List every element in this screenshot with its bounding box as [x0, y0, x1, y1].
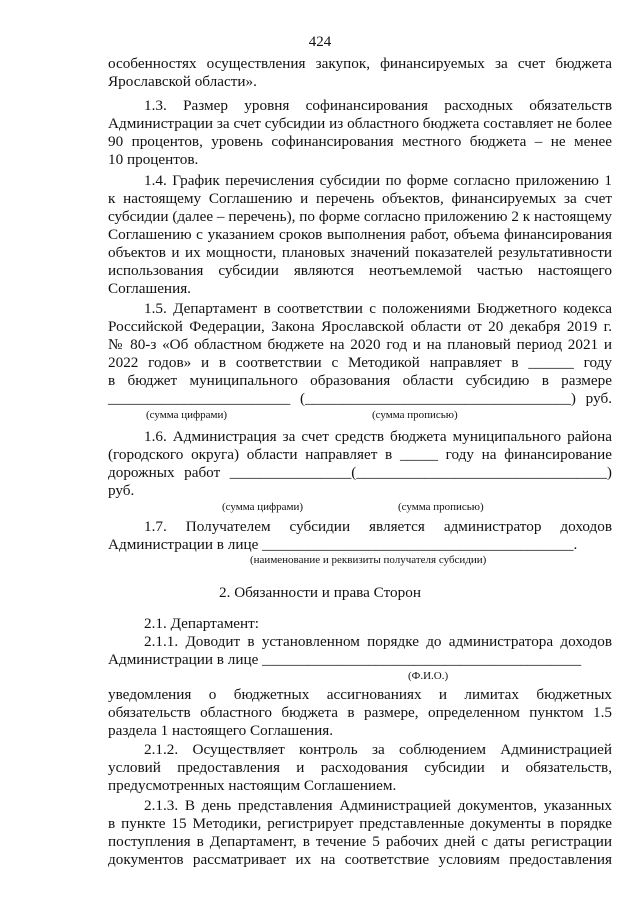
text-line: 1.5. Департамент в соответствии с положениями Бюджетного кодекса — [144, 300, 612, 317]
text-line: использования субсидии являются неотъемлемой частью настоящего — [108, 262, 612, 279]
text-line: 1.4. График перечисления субсидии по форме согласно приложению 1 — [144, 172, 612, 189]
caption-recipient-name: (наименование и реквизиты получателя субсидии) — [250, 554, 487, 566]
text-line: Российской Федерации, Закона Ярославской области от 20 декабря 2019 г. — [108, 318, 612, 335]
text-line: в бюджет муниципального образования области субсидию в размере — [108, 372, 612, 389]
page-number: 424 — [308, 34, 332, 50]
caption-sum-words: (сумма прописью) — [398, 501, 484, 513]
caption-sum-words: (сумма прописью) — [372, 409, 458, 421]
caption-sum-digits: (сумма цифрами) — [222, 501, 304, 513]
text-line: Соглашению с указанием сроков выполнения работ, объема финансирования — [108, 226, 612, 243]
text-line: объектов и их мощности, плановых значений показателей результативности — [108, 244, 612, 261]
text-line: (городского округа) области направляет в _____ году на финансирование — [108, 446, 612, 463]
text-line: 1.3. Размер уровня софинансирования расходных обязательств — [144, 97, 612, 114]
text-line: ________________________ (___________________________________) руб. — [108, 390, 612, 407]
text-line: Ярославской области». — [108, 73, 257, 90]
text-line: Администрации за счет субсидии из областного бюджета составляет не более — [108, 115, 612, 132]
text-line: условий предоставления и расходования субсидии и обязательств, — [108, 759, 612, 776]
text-line: 1.7. Получателем субсидии является администратор доходов — [144, 518, 612, 535]
text-line: 1.6. Администрация за счет средств бюджета муниципального района — [144, 428, 612, 445]
text-line: Соглашения. — [108, 280, 191, 297]
text-line: 2.1.3. В день представления Администрацией документов, указанных — [144, 797, 612, 814]
text-line: раздела 1 настоящего Соглашения. — [108, 722, 334, 739]
text-line: 2.1.1. Доводит в установленном порядке до администратора доходов — [144, 633, 612, 650]
section-heading: 2. Обязанности и права Сторон — [219, 584, 421, 601]
text-line: Администрации в лице _________________________________________. — [108, 536, 578, 553]
text-line: поступления в Департамент, в течение 5 рабочих дней с даты регистрации — [108, 833, 612, 850]
text-line: предусмотренных настоящим Соглашением. — [108, 777, 397, 794]
text-line: № 80-з «Об областном бюджете на 2020 год и на плановый период 2021 и — [108, 336, 612, 353]
text-line: руб. — [108, 482, 135, 499]
text-line: 2.1. Департамент: — [144, 615, 260, 632]
text-line: обязательств областного бюджета в размере, определенном пунктом 1.5 — [108, 704, 612, 721]
text-line: Администрации в лице __________________________________________ — [108, 651, 582, 668]
text-line: субсидии (далее – перечень), по форме согласно приложению 2 к настоящему — [108, 208, 612, 225]
caption-sum-digits: (сумма цифрами) — [146, 409, 228, 421]
caption-fio: (Ф.И.О.) — [408, 670, 449, 682]
text-line: 2.1.2. Осуществляет контроль за соблюдением Администрацией — [144, 741, 612, 758]
text-line: в пункте 15 Методики, регистрирует представленные документы в порядке — [108, 815, 612, 832]
text-line: 2022 годов» и в соответствии с Методикой направляет в ______ году — [108, 354, 612, 371]
text-line: уведомления о бюджетных ассигнованиях и лимитах бюджетных — [108, 686, 612, 703]
text-line: 10 процентов. — [108, 151, 199, 168]
text-line: дорожных работ ________________(_________________________________) — [108, 464, 612, 481]
text-line: документов рассматривает их на соответствие условиям предоставления — [108, 851, 612, 868]
text-line: к настоящему Соглашению и перечень объектов, финансируемых за счет — [108, 190, 612, 207]
text-line: особенностях осуществления закупок, финансируемых за счет бюджета — [108, 55, 612, 72]
text-line: 90 процентов, уровень софинансирования местного бюджета – не менее — [108, 133, 612, 150]
